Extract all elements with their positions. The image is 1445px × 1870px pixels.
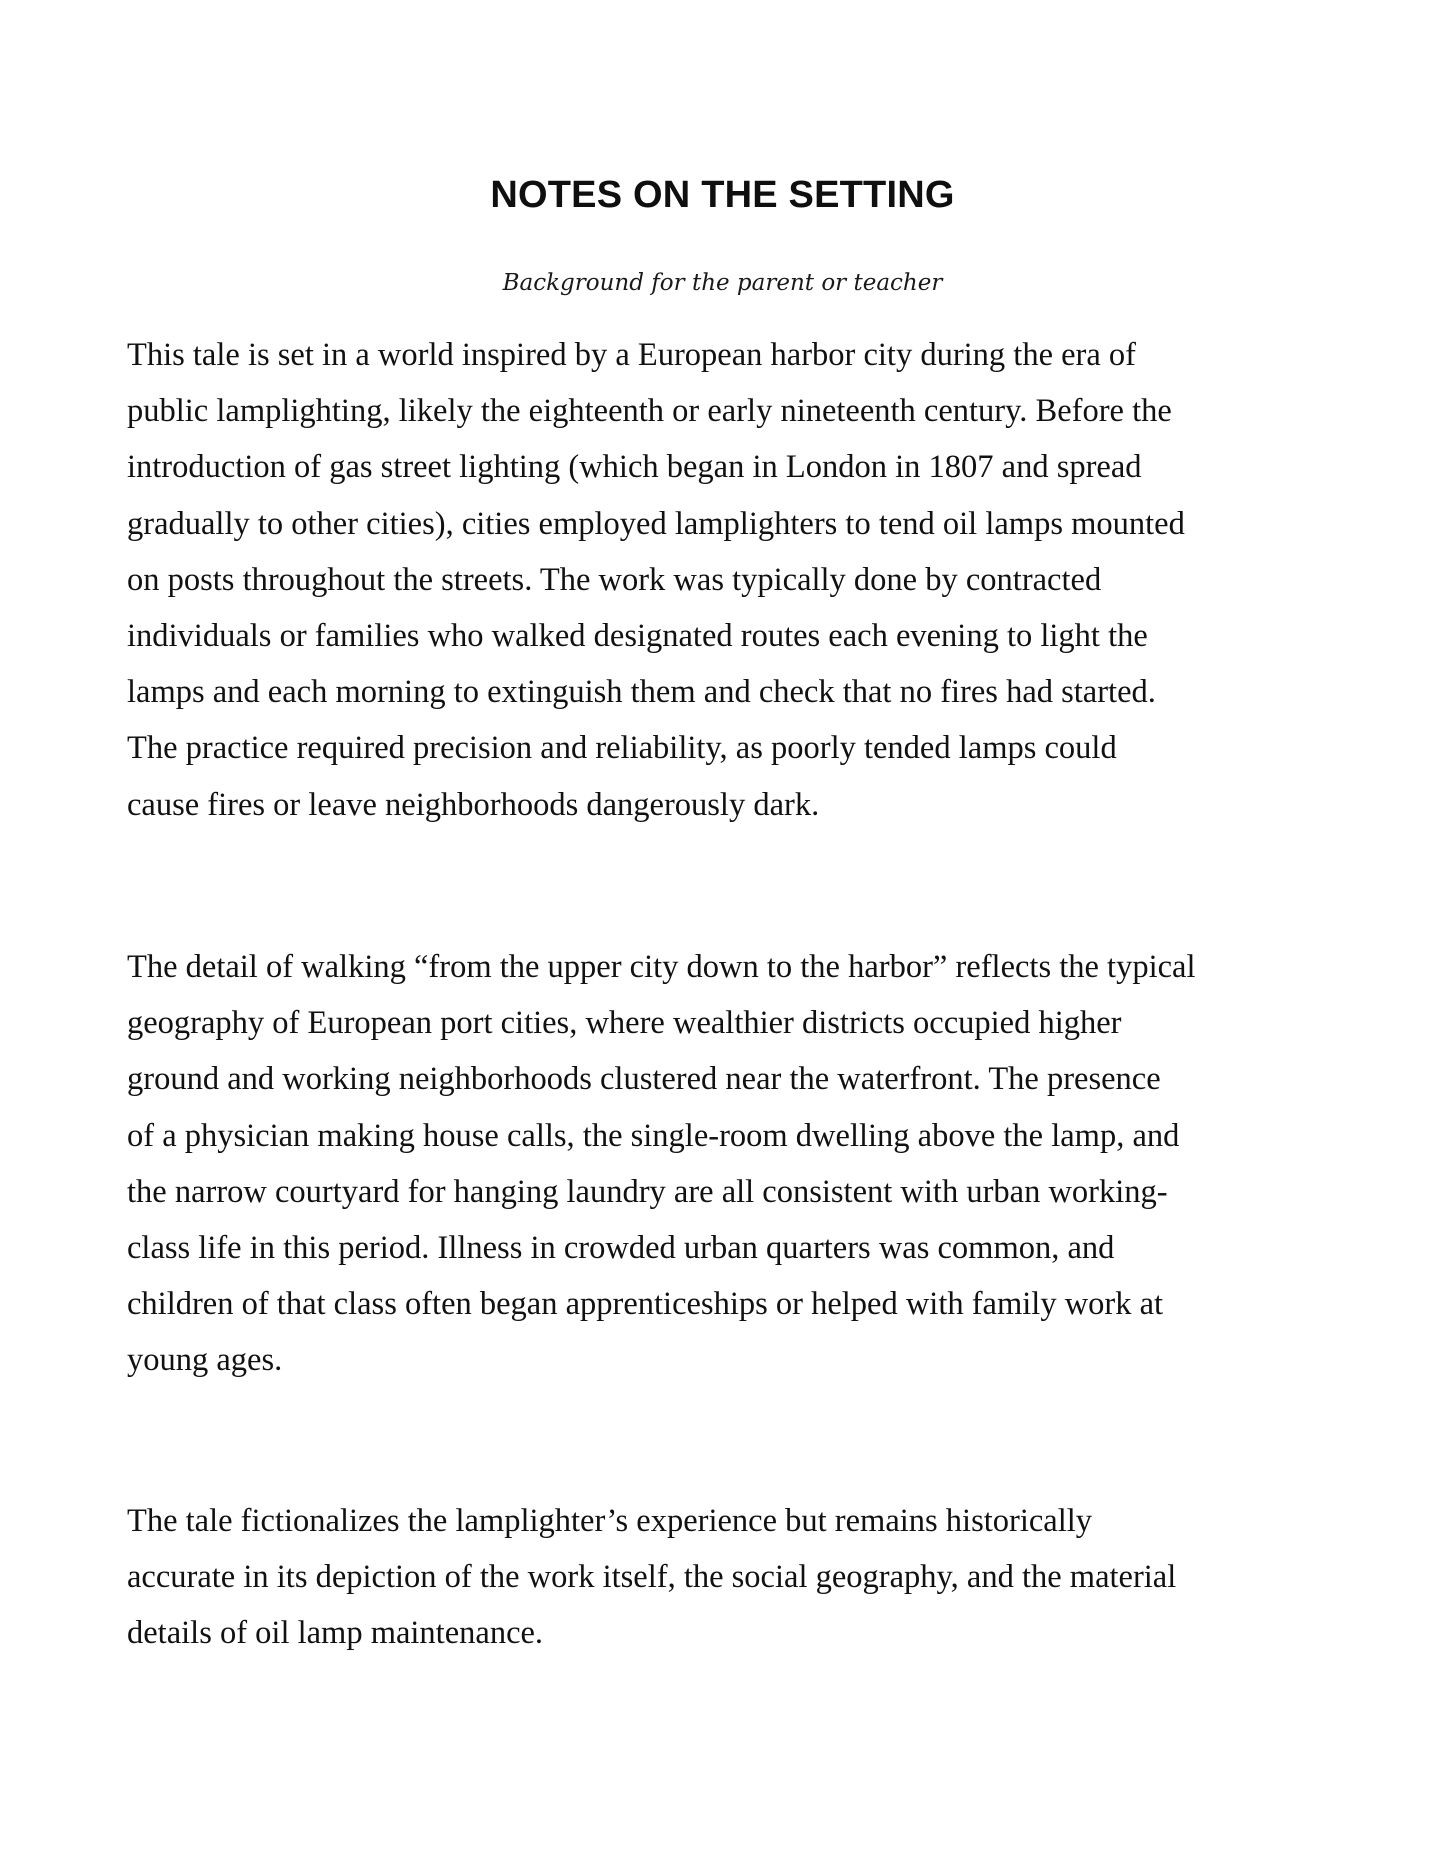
text-line: the narrow courtyard for hanging laundry are all consistent with urban working-: [127, 1173, 1168, 1210]
text-line: introduction of gas street lighting (which began in London in 1807 and spread: [127, 449, 1142, 486]
paragraph-port-city-geography: [127, 939, 1327, 1389]
text-line: The practice required precision and reliability, as poorly tended lamps could: [127, 730, 1117, 767]
text-line: details of oil lamp maintenance.: [127, 1615, 544, 1652]
text-line: class life in this period. Illness in crowded urban quarters was common, and: [127, 1230, 1115, 1267]
text-line: public lamplighting, likely the eighteenth or early nineteenth century. Before the: [127, 393, 1172, 430]
text-line: geography of European port cities, where wealthier districts occupied higher: [127, 1005, 1122, 1042]
paragraph-lamplighting-history: [127, 327, 1327, 833]
text-line: This tale is set in a world inspired by a European harbor city during the era of: [127, 337, 1137, 373]
text-line: cause fires or leave neighborhoods dangerously dark.: [127, 786, 820, 823]
text-line: lamps and each morning to extinguish them and check that no fires had started.: [127, 674, 1156, 711]
text-line: The detail of walking “from the upper city down to the harbor” reflects the typical: [127, 949, 1196, 985]
page-title: NOTES ON THE SETTING: [490, 174, 955, 216]
text-line: accurate in its depiction of the work itself, the social geography, and the material: [127, 1559, 1177, 1596]
text-line: individuals or families who walked designated routes each evening to light the: [127, 618, 1148, 655]
page-subtitle: Background for the parent or teacher: [502, 270, 943, 296]
paragraph-historical-accuracy: [127, 1493, 1327, 1662]
text-line: of a physician making house calls, the single-room dwelling above the lamp, and: [127, 1117, 1180, 1154]
text-line: gradually to other cities), cities employed lamplighters to tend oil lamps mounted: [127, 505, 1185, 542]
text-line: ground and working neighborhoods clustered near the waterfront. The presence: [127, 1061, 1161, 1098]
text-line: on posts throughout the streets. The work was typically done by contracted: [127, 561, 1102, 598]
text-line: The tale fictionalizes the lamplighter’s experience but remains historically: [127, 1503, 1093, 1539]
text-line: young ages.: [127, 1342, 283, 1379]
text-line: children of that class often began apprenticeships or helped with family work at: [127, 1286, 1164, 1323]
